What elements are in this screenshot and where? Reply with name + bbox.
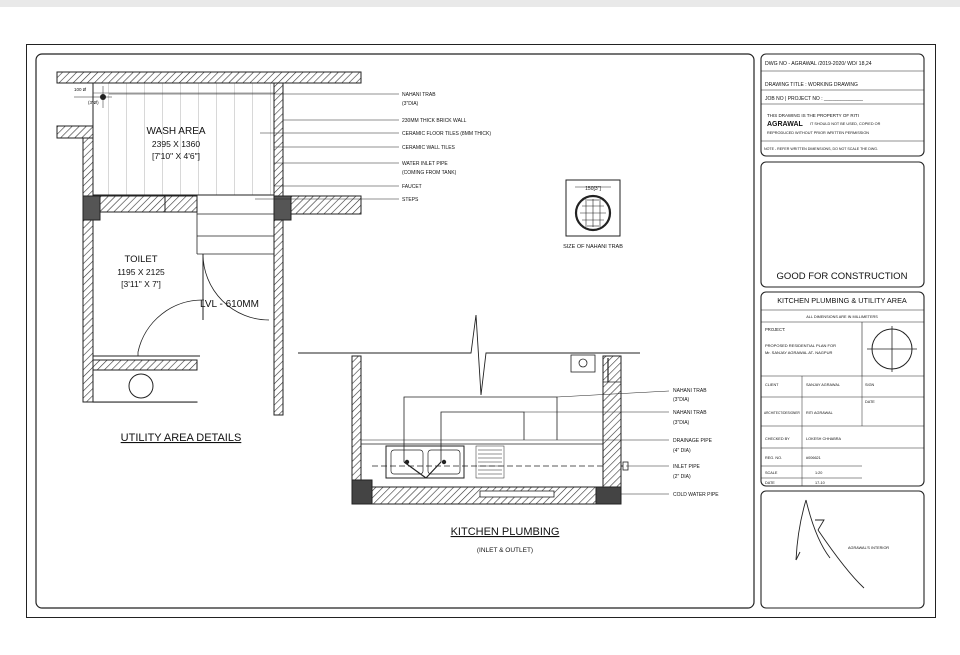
kitchen-column-left [352,480,372,504]
signature-caption: AGRAWAL'S INTERIOR [848,546,890,550]
k-callout-nahani-1-dia: (3"DIA) [673,397,690,403]
k-callout-cold-water: COLD WATER PIPE [673,492,719,498]
level-note: LVL - 610MM [200,299,259,310]
k-callout-inlet-dia: (2" DIA) [673,474,691,480]
kitchen-sink [386,446,464,478]
k-callout-nahani-2-dia: (3"DIA) [673,420,690,426]
callout-brick-wall: 230MM THICK BRICK WALL [402,118,467,124]
brand-name: AGRAWAL [767,121,803,128]
callout-floor-tiles: CERAMIC FLOOR TILES (8MM THICK) [402,131,491,137]
toilet-partition [93,360,197,370]
left-wall-stub [57,126,93,138]
callout-steps: STEPS [402,197,419,203]
top-wall [57,72,361,83]
kitchen-callouts [673,388,719,498]
project-line-1: PROPOSED RESIDENTIAL PLAN FOR [765,343,836,348]
k-callout-inlet: INLET PIPE [673,464,700,470]
toilet-dims: 1195 X 2125 [117,267,165,277]
kitchen-right-wall [603,356,621,487]
kitchen-column-right [596,487,621,504]
job-no: JOB NO | PROJECT NO : ______________ [765,96,863,102]
row-client-value: SANJAY AGRAWAL [806,383,840,387]
callout-water-inlet: WATER INLET PIPE [402,161,448,167]
dwg-no: DWG NO - AGRAWAL /2019-2020/ WD/ 18,24 [765,61,872,67]
toilet-imperial: [3'11" X 7'] [121,279,161,289]
utility-area-plan [57,72,361,444]
column-left [83,196,100,220]
north-arrow-icon [867,326,917,372]
sign-label: SIGN [865,383,875,387]
row-date-label: DATE [765,481,775,485]
row-client-label: CLIENT [765,383,779,387]
drain-board [476,446,504,478]
k-callout-drainage-dia: (4" DIA) [673,448,691,454]
row-date-value: 17-10 [815,481,825,485]
column-right [274,196,291,220]
callout-nahani-dia: (3"DIA) [402,101,419,107]
trap-dim: 150[3"] [585,186,601,192]
row-scale-value: 1:20 [815,471,823,475]
left-wall [83,138,93,402]
drain-pipe-1 [404,397,557,462]
brand-note-1: IT SHOULD NOT BE USED, COPIED OR [810,122,881,126]
wash-area-title: WASH AREA [146,126,206,137]
cold-water-pipe [480,491,554,497]
callout-faucet: FAUCET [402,184,422,190]
row-architect-label: ARCHITECT/DESIGNER [764,411,800,415]
brand-note-2: REPRODUCED WITHOUT PRIOR WRITTEN PERMISSION [767,131,870,135]
project-label: PROJECT: [765,327,786,332]
approval-box [761,162,924,287]
drawing-title: DRAWING TITLE : WORKING DRAWING [765,82,858,88]
date-label: DATE [865,400,875,404]
k-callout-drainage: DRAINAGE PIPE [673,438,712,444]
project-line-2: Mr. SANJAY AGRAWAL AT- NAGPUR [765,350,833,355]
row-checked-value: LOKESH CHHABRA [806,437,842,441]
wash-area-imperial: [7'10" X 4'6"] [151,151,201,161]
utility-title: UTILITY AREA DETAILS [120,432,242,444]
wash-area-dims: 2395 X 1360 [151,139,201,149]
scale-note: NOTE - REFER WRITTEN DIMENSIONS, DO NOT SCALE THE DWG. [764,147,879,151]
property-note: THIS DRAWING IS THE PROPERTY OF RITI [767,113,859,118]
row-scale-label: SCALE [765,471,778,475]
approval-status: GOOD FOR CONSTRUCTION [776,271,908,282]
sheet-title: KITCHEN PLUMBING & UTILITY AREA [777,296,907,305]
kitchen-title: KITCHEN PLUMBING [450,526,560,538]
drain-pipe-2 [441,412,524,462]
wash-callouts [402,92,491,203]
nahani-trap-detail [563,180,623,250]
wc-bowl [129,374,153,398]
row-reg-label: REG. NO. [765,456,783,460]
k-callout-nahani-1: NAHANI TRAB [673,388,707,394]
signature-box [761,491,924,608]
trap-caption: SIZE OF NAHANI TRAB [563,244,623,250]
corner-note-2: (3"Ø) [88,100,99,105]
k-callout-nahani-2: NAHANI TRAB [673,410,707,416]
kitchen-plumbing-section [298,315,669,504]
callout-wall-tiles: CERAMIC WALL TILES [402,145,455,151]
title-block [761,54,924,608]
kitchen-left-wall [352,356,361,487]
row-architect-value: RITI AGRAWAL [806,411,833,415]
units-note: ALL DIMENSIONS ARE IN MILLIMETERS [806,315,878,319]
toilet-title: TOILET [124,254,158,265]
signature-icon [796,500,864,588]
row-reg-value: #006621 [806,456,821,460]
gas-outlet [571,355,595,372]
project-box [761,292,924,486]
corner-note-1: 100 Ø [74,87,87,92]
callout-from-tank: (COMING FROM TANK) [402,170,457,176]
kitchen-subtitle: (INLET & OUTLET) [476,547,534,554]
row-checked-label: CHECKED BY [765,437,790,441]
callout-nahani-trab: NAHANI TRAB [402,92,436,98]
